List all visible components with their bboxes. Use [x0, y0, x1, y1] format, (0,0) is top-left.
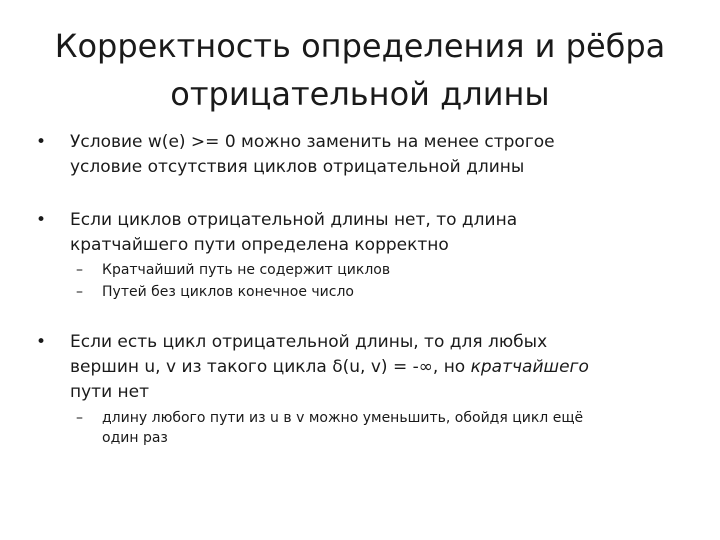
bullet-item-2 — [36, 208, 690, 258]
bullet-text-line — [70, 355, 690, 380]
bullet-text-line: Если циклов отрицательной длины нет, то длина — [70, 210, 518, 230]
sub-bullet-item — [76, 260, 682, 280]
bullet-item-3 — [36, 330, 690, 405]
bullet-text-line: пути нет — [70, 382, 150, 402]
bullet-text-line: условие отсутствия циклов отрицательной длины — [70, 157, 525, 177]
dash-marker: – — [76, 410, 83, 426]
title-line-1: Корректность определения и рёбра — [54, 27, 666, 65]
bullet-text-italic: кратчайшего — [470, 357, 589, 377]
bullet-text-line: кратчайшего пути определена корректно — [70, 235, 449, 255]
sub-bullet-text: Кратчайший путь не содержит циклов — [102, 262, 391, 278]
sub-bullet-text: Путей без циклов конечное число — [102, 284, 354, 300]
dash-marker: – — [76, 284, 83, 300]
dash-marker: – — [76, 262, 83, 278]
sub-bullet-item — [76, 408, 682, 448]
sub-bullet-item — [76, 282, 682, 302]
bullet-text-line: Условие w(e) >= 0 можно заменить на менее строгое — [70, 132, 555, 152]
sub-bullet-text: один раз — [102, 430, 168, 446]
bullet-text-plain: вершин u, v из такого цикла δ(u, v) = -∞, но — [70, 357, 471, 377]
bullet-marker: • — [36, 332, 47, 352]
title-line-2: отрицательной длины — [170, 75, 550, 113]
bullet-marker: • — [36, 210, 47, 230]
bullet-text-line: Если есть цикл отрицательной длины, то для любых — [70, 332, 548, 352]
bullet-marker: • — [36, 132, 47, 152]
sub-bullet-text: длину любого пути из u в v можно уменьшить, обойдя цикл ещё — [102, 410, 584, 426]
bullet-item-1 — [36, 130, 690, 180]
